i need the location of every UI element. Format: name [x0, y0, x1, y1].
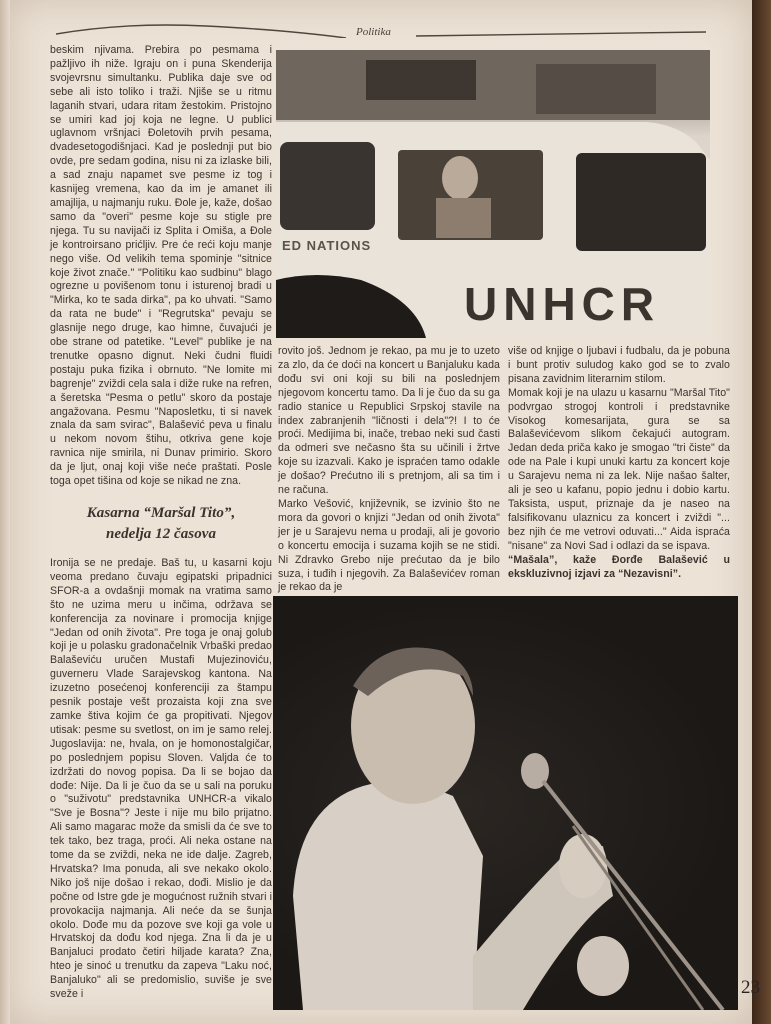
table-edge	[752, 0, 771, 1024]
article-paragraph: beskim njivama. Prebira po pesmama i pažljivo ih niže. Igraju on i puna Skenderija svojevrsnu simultanku. Publika daje sve od sebe ali isto toliko i traži. Njiše se u ritmu laganih stvari, udara ritam žestokim. Pristojno se umiri kad joj koja ne legne. U publici uglavnom vršnjaci Đoletovih prvih pesama, dvadesetogodišnjaci. Kad je poslednji put bio ovde, pre sedam godina, nisu ni za izlaske bili, a sad znaju napamet sve pesme iz tog i kasnijeg vremena, kao da im je amanet ili amajlija, u najmanju ruku. Đole je, kaže, došao samo da "overi" pesme koje su stigle pre njega. Tu su navijači iz Splita i Omiša, a Đole je kontroirsano prićljiv. Pre će reći koju manje nego više. Od velikih tema spominje "sitnice koje život znače." "Politiku kao sudbinu" blago ogrezne u povišenom tonu i isturenoj bradi u "Mirka, ko te sada dirka", pa ko uhvati. "Samo da rata ne bude" i "Regrutska" pevaju se glasnije nego druge, kao himne, čuvajući je obe strane od patetike. "Level" publike je na trenutke opasno dignut. Neki čudni fluidi postaju puka fizika i obrnuto. "Ne lomite mi bagrenje" zviždi cela sala i diže ruke na refren, a šeretska "Pesma o petlu" skoro da postaje angažovana. Pesmu "Naposletku, ti si navek znala da sam svirac", Balašević peva u finalu u nekom novom štihu, otkriva gene koje ravnica nije smirila, ni Dunav primirio. Skoro da je ljut, onaj koji više neće praštati. Posle toga opet tišina od koje se nikad ne zna.	[50, 44, 272, 488]
subheading-line: Kasarna “Maršal Tito”,	[86, 505, 236, 521]
article-column-2	[278, 345, 500, 595]
article-paragraph: Momak koji je na ulazu u kasarnu "Maršal Tito" podvrgao strogoj kontroli i predstavnike Visokog komesarijata, gura se sa Balaševićevom slikom čekajući autogram. Jedan deda priča kako je smogao "tri čiste" da ode na Pale i kupi unuki kartu za koncert koje u Sarajevu nema ni za lek. Nije našao šalter, ali je seo u kafanu, popio jednu i dobio kartu. Taksista, usput, priznaje da je naseo na falsifikovanu ulaznicu za koncert i zviždi "... bez njih će me vetrovi oduvati..." Aida ispraća "nisane" za Novi Sad i odlazi da se ispava.	[508, 386, 730, 552]
article-paragraph: rovito još. Jednom je rekao, pa mu je to uzeto za zlo, da će doći na koncert u Banjaluku kada dođu svi oni koji su bili na poslednjem njegovom koncertu tamo. Da li je čuo da su ga radio stanice u Republici Srpskoj stavile na index zabranjenih "ličnosti i dela"?! I to će proći. Medijima bi, inače, trebao neki sud časti da odmeri sve nečasno šta su učinili i žrtve koje su izazvali. Kako je ispraćen tamo odakle je došao? Prećutno ili s pretnjom, ali sa tim i ne računa.	[278, 345, 500, 497]
vehicle-text-small: ED NATIONS	[282, 238, 372, 253]
page-header	[56, 14, 706, 38]
photo-unhcr-vehicle	[276, 50, 710, 338]
page-number: 23	[741, 977, 760, 998]
article-paragraph: Ironija se ne predaje. Baš tu, u kasarni koju veoma predano čuvaju egipatski pripadnici SFOR-a a ovdašnji momak na vratima samo što ne uzima meru u inčima, održava se konferencija za novinare i promocija knjige "Jedan od onih života". Pre toga je onaj golub koji je u polasku gradonačelnik Vrbaški predao Balaševiću uručen Mustafi Mujezinoviću, guverneru Vlade Sarajevskog kantona. Na izuzetno posećenoj konferenciji za štampu pesnik postaje vešt prozaista koji zna sve zamke štiva kojim će ga propitivati. Njegov utisak: pesme su svetlost, on im je samo relej. Jugoslavija: ne, hvala, on je homonostalgičar, po poslednjem popisu Sloven. Valjda će to izdržati do novog popisa. Da li se bojao da dođe: Nije. Da li je čuo da se u sali na poruku o "suživotu" predstavnika UNHCR-a vikalo "Sve je Bosna"? Jeste i nije mu bilo prijatno. Ali samo magarac može da smisli da će sve to tek tako, bez traga, proći. Ali neka ostane na tome da se zviždi, neka ne ide dalje. Zagreb, Hrvatska? Ima ponuda, ali sve nekako okolo. Niko još nije došao i rekao, dođi. Mislio je da počne od Istre gde je mogućnost ružnih stvari i provokacija najmanja. Ali neće da se šunja okolo. Dođe mu da pozove sve koji ga vole u Hrvatskoj da dođu kod njega. Zna li da je u Banjaluci prodato četiri hiljade karata? Zna, hteo je sinoć u trenutku da zapeva "Laku noć, Banjaluko" ali se predomislio, suviše je sve sveže i	[50, 557, 272, 1001]
article-column-1	[50, 44, 272, 1002]
article-column-3	[508, 345, 730, 581]
subheading-line: nedelja 12 časova	[106, 526, 216, 542]
subheading	[50, 503, 272, 545]
section-name: Politika	[356, 26, 391, 38]
closing-quote: “Mašala”, kaže Đorđe Balašević u ekskluzivnoj izjavi za “Nezavisni”.	[508, 553, 730, 580]
page-spine	[0, 0, 10, 1024]
article-paragraph: Marko Vešović, književnik, se izvinio što ne mora da govori o knjizi "Jedan od onih života" jer je u Sarajevu nema u prodaji, ali je govorio o koncertu emocija i suzama kojih se ne stidi. Ni Zdravko Grebo nije prećutao da je bilo suza, i tuđih i njegovih. Za Balaševićev roman je rekao da je	[278, 497, 500, 594]
article-paragraph: više od knjige o ljubavi i fudbalu, da je pobuna i bunt protiv suludog kako god se to zvalo pisana zavidnim literarnim stilom.	[508, 345, 730, 385]
photo-singer-microphone	[273, 596, 738, 1010]
vehicle-text-large: UNHCR	[464, 278, 661, 330]
